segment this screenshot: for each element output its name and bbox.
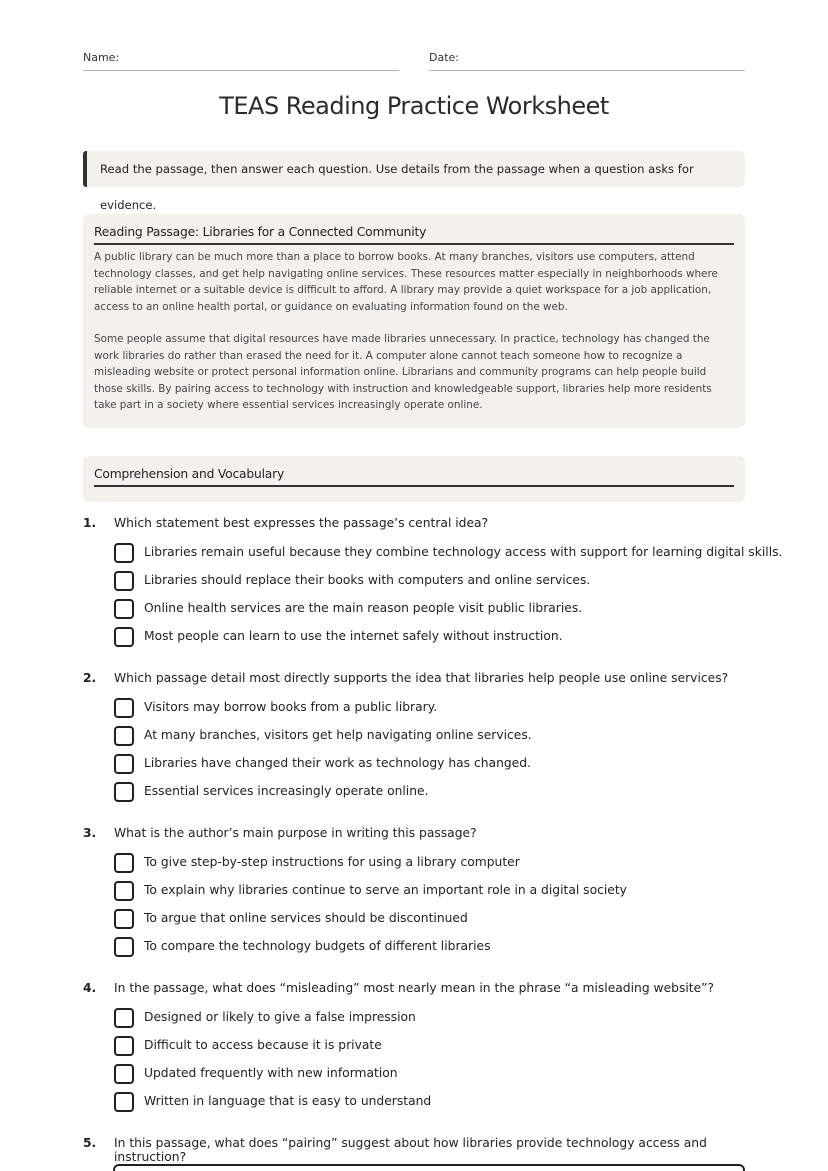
answer-option[interactable] — [83, 1008, 745, 1036]
option-text: Designed or likely to give a false impression — [144, 1010, 416, 1024]
option-text: To explain why libraries continue to serve an important role in a digital society — [144, 883, 627, 897]
question-5 — [83, 1136, 745, 1164]
checkbox[interactable] — [114, 937, 134, 957]
option-text: Difficult to access because it is private — [144, 1038, 382, 1052]
instructions-box: Read the passage, then answer each question. Use details from the passage when a question asks for evidence. — [83, 151, 745, 187]
checkbox[interactable] — [114, 627, 134, 647]
answer-option[interactable] — [83, 726, 745, 754]
answer-option[interactable] — [83, 881, 745, 909]
checkbox[interactable] — [114, 754, 134, 774]
passage-heading: Reading Passage: Libraries for a Connected Community — [94, 225, 734, 245]
answer-option[interactable] — [83, 1036, 745, 1064]
checkbox[interactable] — [114, 1064, 134, 1084]
option-text: To compare the technology budgets of different libraries — [144, 939, 491, 953]
answer-option[interactable] — [83, 571, 745, 599]
question-text: Which passage detail most directly supports the idea that libraries help people use online services? — [114, 671, 729, 685]
question-2 — [83, 671, 745, 810]
option-text: To give step-by-step instructions for using a library computer — [144, 855, 520, 869]
answer-option[interactable] — [83, 782, 745, 810]
checkbox[interactable] — [114, 782, 134, 802]
question-4 — [83, 981, 745, 1120]
option-text: Libraries have changed their work as technology has changed. — [144, 756, 531, 770]
answer-option[interactable] — [83, 599, 745, 627]
question-number: 5. — [83, 1136, 97, 1150]
name-date-row — [83, 51, 745, 71]
date-label: Date: — [429, 51, 459, 64]
passage-paragraph: Some people assume that digital resources have made libraries unnecessary. In practice, technology has changed the work libraries do rather than erased the need for it. A computer alone cannot teach someone how to recognize a misleading website or protect personal information online. Librarians and community programs can help people build those skills. By pairing access to technology with instruction and knowledgeable support, libraries help more residents take part in a society where essential services increasingly operate online. — [94, 333, 712, 411]
checkbox[interactable] — [114, 881, 134, 901]
checkbox[interactable] — [114, 1036, 134, 1056]
checkbox[interactable] — [114, 698, 134, 718]
question-number: 4. — [83, 981, 97, 995]
question-1 — [83, 516, 783, 655]
name-field[interactable] — [83, 51, 399, 71]
checkbox[interactable] — [114, 599, 134, 619]
checkbox[interactable] — [114, 571, 134, 591]
question-text: What is the author’s main purpose in writing this passage? — [114, 826, 477, 840]
question-number: 3. — [83, 826, 97, 840]
answer-option[interactable] — [83, 1092, 745, 1120]
answer-option[interactable] — [83, 698, 745, 726]
answer-option[interactable] — [83, 627, 745, 655]
question-number: 2. — [83, 671, 97, 685]
option-text: Most people can learn to use the internet safely without instruction. — [144, 629, 563, 643]
question-text: In the passage, what does “misleading” most nearly mean in the phrase “a misleading website”? — [114, 981, 715, 995]
comprehension-heading: Comprehension and Vocabulary — [94, 467, 734, 487]
name-label: Name: — [83, 51, 120, 64]
worksheet-title: TEAS Reading Practice Worksheet — [219, 92, 609, 120]
option-text: Updated frequently with new information — [144, 1066, 398, 1080]
option-text: Visitors may borrow books from a public library. — [144, 700, 438, 714]
reading-passage — [83, 214, 745, 428]
option-text: Libraries should replace their books with computers and online services. — [144, 573, 591, 587]
checkbox[interactable] — [114, 543, 134, 563]
answer-option[interactable] — [83, 1064, 745, 1092]
checkbox[interactable] — [114, 1092, 134, 1112]
answer-option[interactable] — [83, 853, 745, 881]
answer-box[interactable] — [113, 1164, 745, 1171]
question-text: Which statement best expresses the passage’s central idea? — [114, 516, 489, 530]
option-text: To argue that online services should be discontinued — [144, 911, 468, 925]
option-text: Libraries remain useful because they combine technology access with support for learning digital skills. — [144, 545, 783, 559]
checkbox[interactable] — [114, 853, 134, 873]
checkbox[interactable] — [114, 1008, 134, 1028]
checkbox[interactable] — [114, 909, 134, 929]
option-text: Essential services increasingly operate online. — [144, 784, 429, 798]
answer-option[interactable] — [83, 543, 783, 571]
question-text: In this passage, what does “pairing” suggest about how libraries provide technology access and instruction? — [114, 1136, 707, 1164]
answer-option[interactable] — [83, 937, 745, 965]
date-field[interactable] — [429, 51, 745, 71]
answer-option[interactable] — [83, 754, 745, 782]
passage-paragraph: A public library can be much more than a place to borrow books. At many branches, visitors use computers, attend technology classes, and get help navigating online services. These resources matter especially in neighborhoods where reliable internet or a suitable device is difficult to afford. A library may provide a quiet workspace for a job application, access to an online health portal, or guidance on evaluating information found on the web. — [94, 251, 718, 313]
option-text: Online health services are the main reason people visit public libraries. — [144, 601, 583, 615]
option-text: At many branches, visitors get help navigating online services. — [144, 728, 532, 742]
option-text: Written in language that is easy to understand — [144, 1094, 432, 1108]
question-3 — [83, 826, 745, 965]
question-number: 1. — [83, 516, 97, 530]
comprehension-section — [83, 456, 745, 502]
answer-option[interactable] — [83, 909, 745, 937]
checkbox[interactable] — [114, 726, 134, 746]
